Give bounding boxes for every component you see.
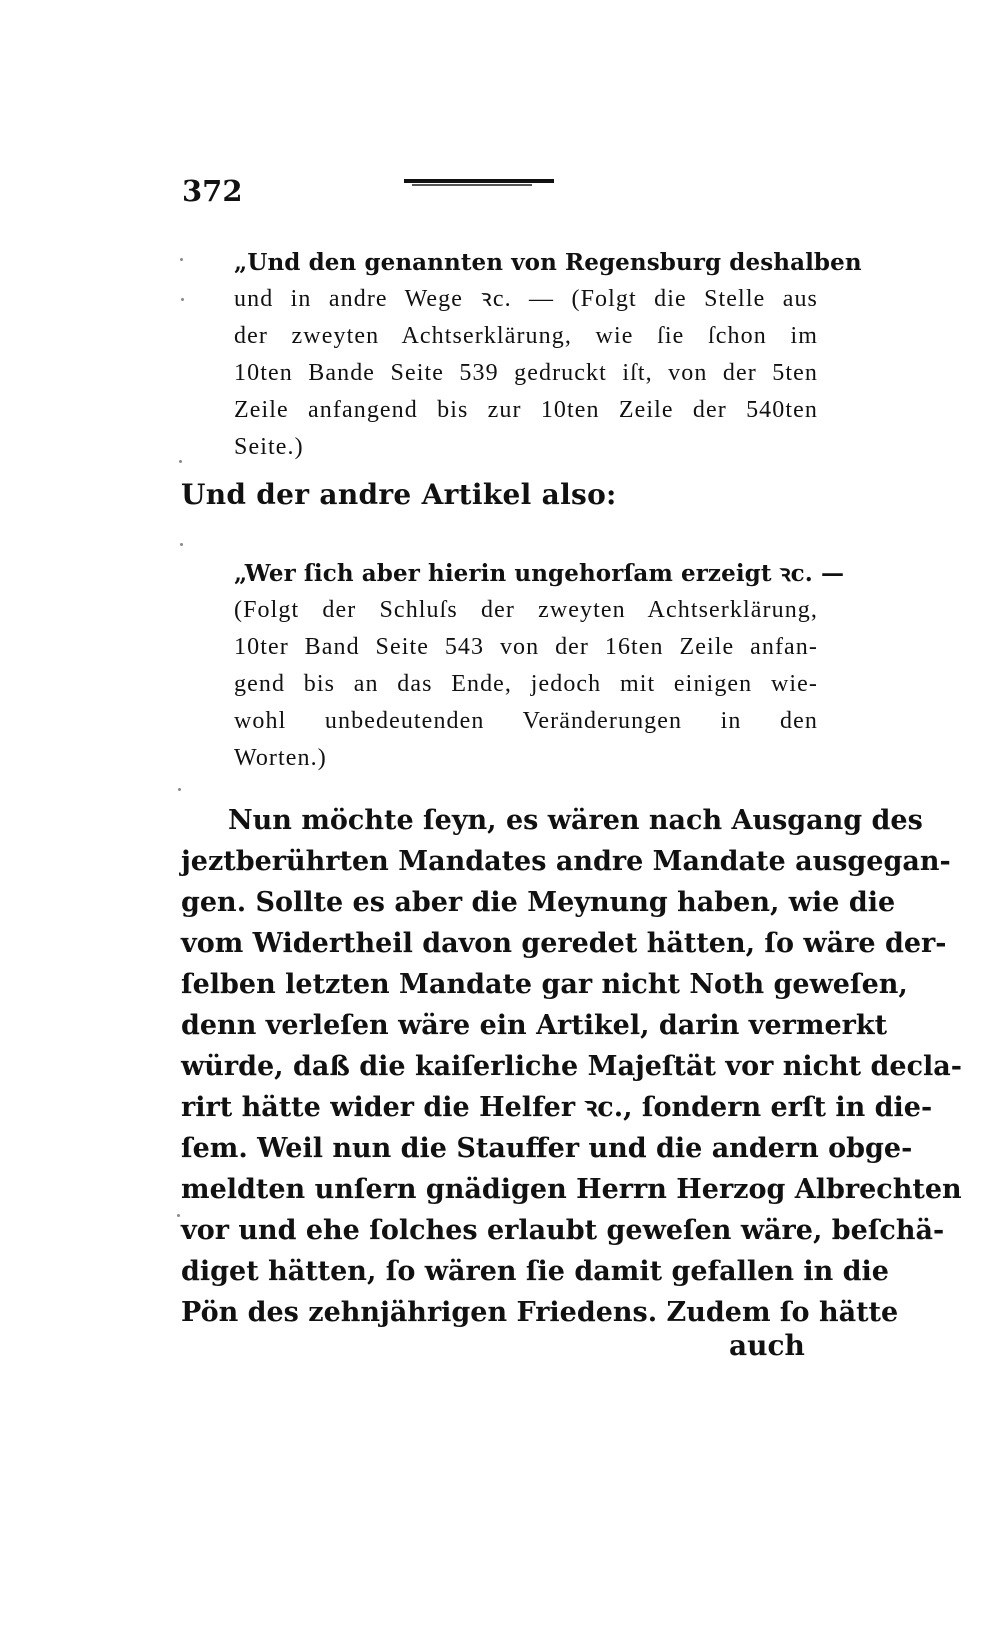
body-text-line: Nun möchte ſeyn, es wären nach Ausgang des bbox=[228, 805, 923, 836]
quoted-passage-line: 10ter Band Seite 543 von der 16ten Zeile anfan- bbox=[234, 634, 818, 660]
body-text-line: jeztberührten Mandates andre Mandate ausgegan- bbox=[181, 846, 951, 877]
quoted-passage-line: gend bis an das Ende, jedoch mit einigen wie- bbox=[234, 671, 818, 697]
second-quoted-passage bbox=[234, 555, 845, 777]
body-text-line: vor und ehe ſolches erlaubt geweſen wäre, beſchä- bbox=[181, 1215, 945, 1246]
quoted-passage-line: der zweyten Achtserklärung, wie ſie ſchon im bbox=[234, 323, 818, 349]
body-text-line: gen. Sollte es aber die Meynung haben, wie die bbox=[181, 887, 896, 918]
margin-dot bbox=[180, 543, 183, 546]
quoted-passage-line: „Wer ſich aber hierin ungehorſam erzeigt ꝛc. — bbox=[234, 560, 845, 587]
quoted-passage-line: (Folgt der Schluſs der zweyten Achtserklärung, bbox=[234, 597, 818, 623]
quoted-passage-line: Worten.) bbox=[234, 745, 327, 771]
body-text-line: vom Widertheil davon geredet hätten, ſo wäre der- bbox=[181, 928, 947, 959]
first-quoted-passage bbox=[234, 244, 862, 466]
quoted-passage-line: wohl unbedeutenden Veränderungen in den bbox=[234, 708, 818, 734]
section-heading: Und der andre Artikel also: bbox=[181, 478, 617, 511]
body-text-line: Pön des zehnjährigen Friedens. Zudem ſo hätte bbox=[181, 1297, 899, 1328]
margin-dot bbox=[179, 460, 182, 463]
page-number: 372 bbox=[182, 174, 243, 208]
body-text-line: ſelben letzten Mandate gar nicht Noth geweſen, bbox=[181, 969, 908, 1000]
body-text-line: diget hätten, ſo wären ſie damit gefallen in die bbox=[181, 1256, 889, 1287]
body-text-line: rirt hätte wider die Helfer ꝛc., ſondern erſt in die- bbox=[181, 1092, 933, 1123]
quoted-passage-line: Seite.) bbox=[234, 434, 304, 460]
catchword: auch bbox=[729, 1329, 805, 1362]
header-rule bbox=[404, 179, 554, 183]
body-text-line: meldten unſern gnädigen Herrn Herzog Albrechten bbox=[181, 1174, 962, 1205]
margin-dot bbox=[178, 788, 181, 791]
quoted-passage-line: „Und den genannten von Regensburg deshalben bbox=[234, 249, 862, 276]
margin-dot bbox=[181, 298, 184, 301]
body-text-line: denn verleſen wäre ein Artikel, darin vermerkt bbox=[181, 1010, 888, 1041]
margin-dot bbox=[177, 1214, 180, 1217]
quoted-passage-line: 10ten Bande Seite 539 gedruckt iſt, von der 5ten bbox=[234, 360, 818, 386]
body-text-line: ſem. Weil nun die Stauffer und die andern obge- bbox=[181, 1133, 913, 1164]
body-paragraph bbox=[181, 800, 962, 1333]
quoted-passage-line: Zeile anfangend bis zur 10ten Zeile der 540ten bbox=[234, 397, 818, 423]
margin-dot bbox=[180, 258, 183, 261]
body-text-line: würde, daß die kaiſerliche Majeſtät vor nicht decla- bbox=[181, 1051, 962, 1082]
quoted-passage-line: und in andre Wege ꝛc. — (Folgt die Stelle aus bbox=[234, 286, 818, 312]
